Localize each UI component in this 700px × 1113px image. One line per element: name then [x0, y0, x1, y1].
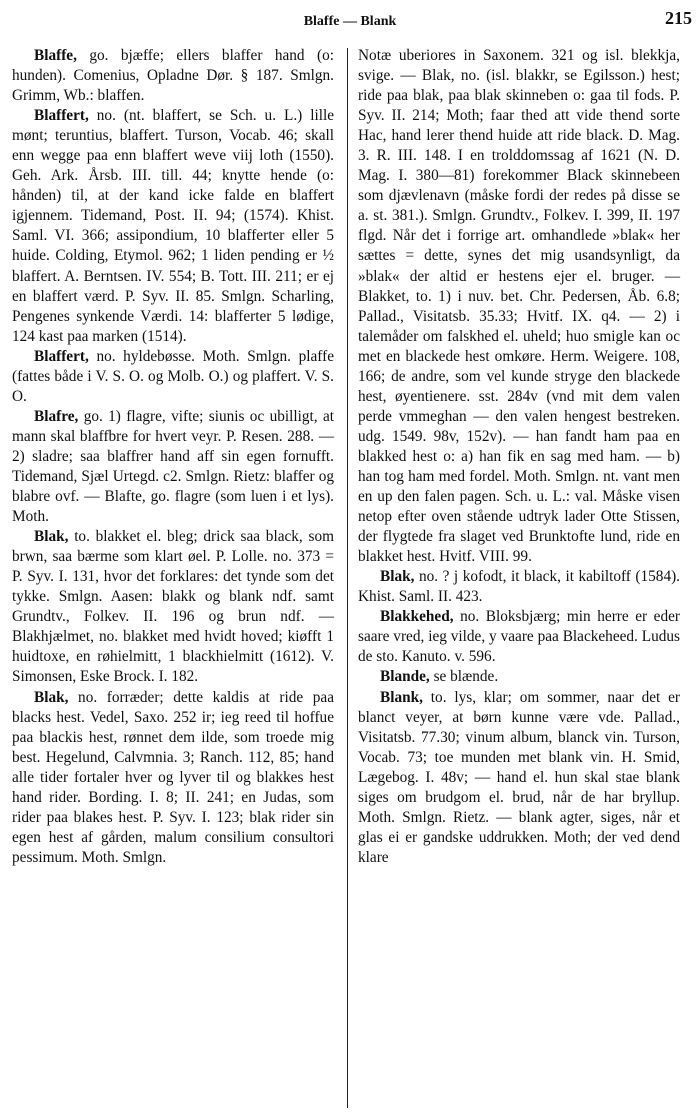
entry-headword: Blafre, — [34, 407, 79, 425]
entry-text: se blænde. — [433, 668, 499, 686]
entry-headword: Blande, — [380, 668, 430, 686]
left-column — [12, 46, 334, 868]
right-column — [358, 46, 680, 868]
entry-text: no. Bloksbjærg; min herre er eder saare vred, ieg vilde, y vaare paa Blackeheed. Ludus de sto. Kanuto. v. 596. — [358, 608, 681, 666]
page-header — [0, 6, 700, 36]
dictionary-entry — [12, 347, 334, 407]
dictionary-entry — [358, 567, 680, 607]
entry-text: no. (nt. blaffert, se Sch. u. L.) lille mønt; teruntius, blaffert. Turson, Vocab. 46; skall enn wegge paa enn blaffert weve viij loth (1550). Geh. Ark. Årsb. III. till. 44; knytte hende (o: hånden) til, at der kand icke falde en blaffert igjennem. Tidemand, Post. II. 94; (1574). Khist. Saml. VI. 366; assipondium, 10 blafferter eller 5 huide. Colding, Etymol. 962; 1 liden pending er ½ blaffert. A. Berntsen. IV. 554; B. Tott. III. 211; er ej en blaffert værd. P. Syv. II. 85. Smlgn. Scharling, Pengenes synkende Værdi. 14: blafferter 5 lødige, 124 kast paa marken (1514). — [12, 107, 334, 345]
entry-text: no. forræder; dette kaldis at ride paa blacks hest. Vedel, Saxo. 252 ir; ieg reed til hoffue paa blackis hest, rønnet dem ilde, som troede mig best. Hegelund, Calvmnia. 3; Ranch. 112, 85; hand alle tider fortaler hver og lyver til og blakkes hest hand rider. Bording. I. 8; II. 241; en Judas, som rider paa blakes hest. P. Syv. I. 123; blak rider sin egen hest af gården, malum consilium consultori pessimum. Moth. Smlgn. — [12, 688, 334, 866]
entry-headword: Blakkehed, — [380, 608, 454, 626]
dictionary-entry — [358, 46, 680, 567]
entry-text: no. hyldebøsse. Moth. Smlgn. plaffe (fattes både i V. S. O. og Molb. O.) og plaffert. V. S. O. — [12, 347, 335, 405]
dictionary-entry — [358, 688, 680, 868]
entry-headword: Blank, — [380, 688, 423, 706]
dictionary-entry — [12, 106, 334, 347]
entry-text: go. bjæffe; ellers blaffer hand (o: hunden). Comenius, Opladne Dør. § 187. Smlgn. Grimm, Wb.: blaffen. — [12, 47, 334, 105]
entry-text: to. blakket el. bleg; drick saa black, som brwn, saa bærme som klart øel. P. Lolle. no. 373 = P. Syv. I. 131, hvor det forklares: det tynde som det tykke. Smlgn. Aasen: blakk og blank ndf. samt Grundtv., Folkev. II. 196 og brun ndf. — Blakhjælmet, no. blakket med hvidt hoved; kiøfft 1 huidtoxe, en røhielmitt, 1 blackhielmitt (1612). V. Simonsen, Eske Brock. I. 182. — [12, 528, 334, 686]
entry-headword: Blak, — [34, 528, 69, 546]
entry-text: no. ? j kofodt, it black, it kabiltoff (1584). Khist. Saml. II. 423. — [358, 568, 681, 606]
dictionary-entry — [12, 46, 334, 106]
dictionary-entry — [12, 688, 334, 868]
entry-headword: Blak, — [380, 568, 415, 586]
entry-headword: Blaffert, — [34, 107, 89, 125]
entry-headword: Blaffe, — [34, 47, 77, 64]
entry-text: go. 1) flagre, vifte; siunis oc ubilligt, at mann skal blaffbre for hvert veyr. P. Resen. 288. — 2) sladre; saa blaffrer hand aff sin egen fornufft. Tidemand, Sjæl Urtegd. c2. Smlgn. Rietz: blaffer og blabre ovf. — Blafte, go. flagre (som luen i et lys). Moth. — [12, 407, 334, 526]
column-divider — [347, 48, 348, 1108]
entry-headword: Blak, — [34, 688, 69, 706]
dictionary-entry — [12, 407, 334, 527]
running-head: Blaffe — Blank — [303, 14, 397, 29]
dictionary-entry — [12, 527, 334, 687]
entry-text: Notæ uberiores in Saxonem. 321 og isl. blekkja, svige. — Blak, no. (isl. blakkr, se Egilsson.) hest; ride paa blak, paa blak skinneben o: gaa til fods. P. Syv. II. 214; Moth; faar thed att vide thend sorte Hac, hand lerer thend huide att ride black. D. Mag. 3. R. III. 148. I en trolddomssag af 1621 (N. D. Mag. I. 380—81) forekommer Black skinnebeen som djævlenavn (måske fordi der redes på disse se a. st. 381.). Smlgn. Grundtv., Folkev. I. 399, II. 197 flgd. Når det i forrige art. omhandlede »blak« her sættes = dette, synes det mig usandsynligt, da »blak« der altid er hestens ejer el. bruger. — Blakket, to. 1) i nuv. bet. Chr. Pedersen, Åb. 6.8; Pallad., Visitatsb. 35.33; Hvitf. IX. q4. — 2) i talemåder om falskhed el. uheld; huo smigle kan oc met en blackede hest omkøre. Herm. Weigere. 108, 166; de andre, som vel kunde stryge den blackede hest, øyentienere. sst. 284v (vnd mit dem valen perde vmmeghan — den valen hengest bestreken. udg. 1549. 98v, 152v). — han fandt ham paa en blakked hest o: a) han fik en sag med ham. — b) han tog ham med fordel. Moth. Smlgn. nt. vant men en up den falen pagen. Sch. u. L.: val. Måske visen netop efter oven stående udtryk lader Otte Stissen, der flygtede fra slaget ved Brunktofte lund, ride en blakket hest. Hvitf. VIII. 99. — [358, 47, 680, 566]
dictionary-entry — [358, 667, 680, 687]
entry-headword: Blaffert, — [34, 347, 89, 365]
entry-text: to. lys, klar; om sommer, naar det er blanct veyer, at børn kunne være vde. Pallad., Visitatsb. 77.30; vinum album, blanck vin. Turson, Vocab. 73; toe munden met blank vin. H. Smid, Lægebog. I. 48v; — hand el. hun skal stae blank siges om brudgom el. brud, når de har bryllup. Moth. Smlgn. Rietz. — blank agter, siges, når et glas ei er gandske uddrukken. Moth; der ved dend klare — [358, 688, 680, 866]
page-number: 215 — [665, 8, 692, 28]
dictionary-entry — [358, 607, 680, 667]
